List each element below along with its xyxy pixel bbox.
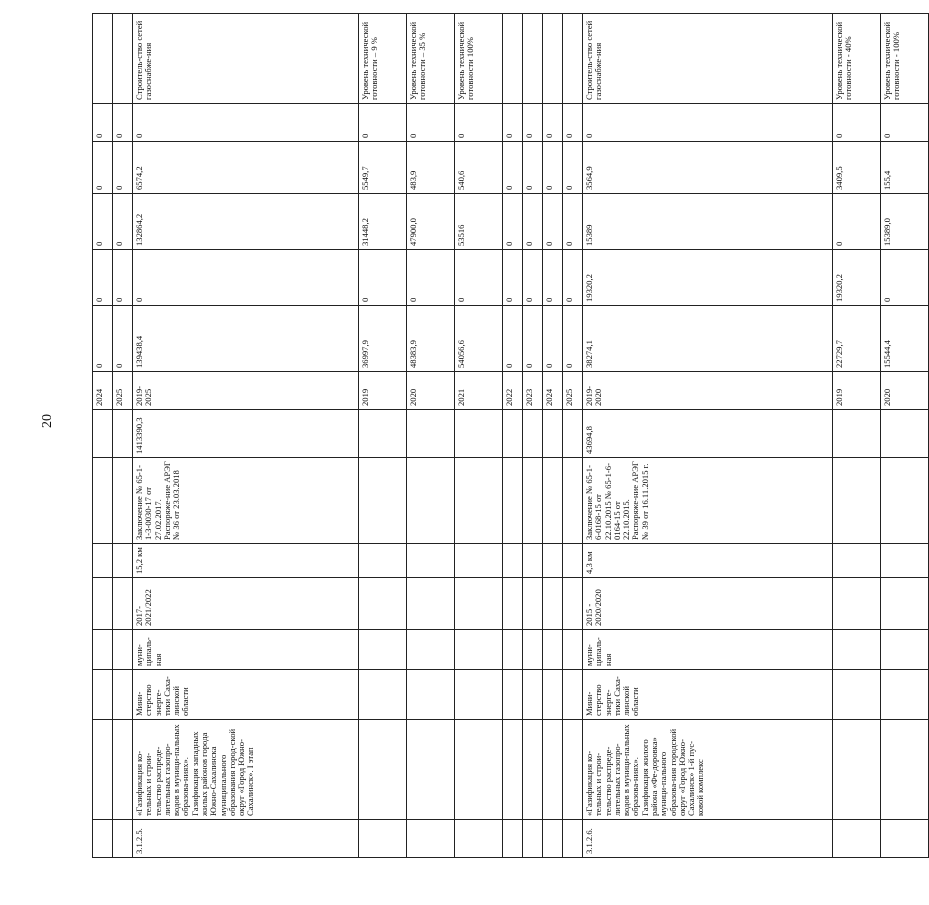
table-cell bbox=[523, 458, 543, 544]
table-cell bbox=[563, 630, 583, 670]
table-cell bbox=[503, 578, 523, 630]
table-cell: 0 bbox=[407, 250, 455, 306]
table-cell bbox=[543, 670, 563, 720]
table-cell: 2019-2020 bbox=[583, 372, 833, 410]
table-cell: 0 bbox=[583, 104, 833, 142]
table-cell bbox=[503, 14, 523, 104]
table-row bbox=[543, 14, 563, 858]
table-cell: 2021 bbox=[455, 372, 503, 410]
table-cell bbox=[93, 458, 113, 544]
table-cell: 2017-2021/2022 bbox=[133, 578, 359, 630]
table-row bbox=[113, 14, 133, 858]
table-cell: Уровень технической готовности - 100% bbox=[881, 14, 929, 104]
table-cell: Уровень технической готовности - 40% bbox=[833, 14, 881, 104]
table-row bbox=[833, 14, 881, 858]
table-cell bbox=[359, 720, 407, 820]
table-cell bbox=[543, 720, 563, 820]
table-cell: 22729,7 bbox=[833, 306, 881, 372]
table-cell: 0 bbox=[503, 194, 523, 250]
table-cell: 31448,2 bbox=[359, 194, 407, 250]
table-cell bbox=[113, 820, 133, 858]
table-cell bbox=[93, 720, 113, 820]
table-cell bbox=[543, 410, 563, 458]
table-cell bbox=[359, 458, 407, 544]
table-cell: 54056,6 bbox=[455, 306, 503, 372]
table-cell: 0 bbox=[503, 306, 523, 372]
table-cell: 2015 - 2020/2020 bbox=[583, 578, 833, 630]
table-cell: 2024 bbox=[93, 372, 113, 410]
table-cell: 2020 bbox=[881, 372, 929, 410]
table-cell: 3409,5 bbox=[833, 142, 881, 194]
table-cell bbox=[407, 820, 455, 858]
table-cell: 139438,4 bbox=[133, 306, 359, 372]
table-cell: 38274,1 bbox=[583, 306, 833, 372]
table-cell: 3.1.2.5. bbox=[133, 820, 359, 858]
table-cell bbox=[359, 410, 407, 458]
table-cell bbox=[543, 458, 563, 544]
table-cell: Заключение № 65-1-6-0168-15 от 22.10.2015 № 65-1-6-0164-15 от 22.10.2015. Распоряже-ние АРЭГ № 39 от 16.11.2015 г. bbox=[583, 458, 833, 544]
table-cell bbox=[881, 820, 929, 858]
table-cell: 4,3 км bbox=[583, 544, 833, 578]
table-cell bbox=[113, 630, 133, 670]
table-cell: 2020 bbox=[407, 372, 455, 410]
table-cell bbox=[503, 720, 523, 820]
table-cell bbox=[113, 720, 133, 820]
table-cell: 0 bbox=[113, 142, 133, 194]
table-cell: 0 bbox=[563, 142, 583, 194]
table-cell: «Газификация ко-тельных и строи-тельство распреде-лительных газопро-водов в муници-пальных образова-ниях». Газификация жилого района «Фе-доровка» муници-пального образова-ния городской округ «Город Южно-Сахалинск» 1-й пус-ковой комплекс bbox=[583, 720, 833, 820]
table-cell bbox=[503, 458, 523, 544]
table-cell: 0 bbox=[93, 194, 113, 250]
table-cell bbox=[543, 544, 563, 578]
table-cell bbox=[563, 410, 583, 458]
table-cell: Строитель-ство сетей газоснабже-ния bbox=[583, 14, 833, 104]
table-cell: 0 bbox=[133, 250, 359, 306]
table-cell: 2025 bbox=[113, 372, 133, 410]
table-cell bbox=[543, 820, 563, 858]
table-cell bbox=[833, 630, 881, 670]
table-cell: 0 bbox=[881, 104, 929, 142]
table-cell: 3564,9 bbox=[583, 142, 833, 194]
table-cell: 483,9 bbox=[407, 142, 455, 194]
table-cell: 48383,9 bbox=[407, 306, 455, 372]
table-cell bbox=[113, 458, 133, 544]
table-cell bbox=[503, 544, 523, 578]
table-cell: 0 bbox=[113, 250, 133, 306]
table-cell: 0 bbox=[503, 104, 523, 142]
table-row bbox=[133, 14, 359, 858]
table-cell: 0 bbox=[113, 306, 133, 372]
table-cell: 15544,4 bbox=[881, 306, 929, 372]
table-cell bbox=[455, 630, 503, 670]
table-cell bbox=[543, 578, 563, 630]
table-cell bbox=[523, 720, 543, 820]
table-cell: 15,2 км bbox=[133, 544, 359, 578]
table-cell: 0 bbox=[563, 250, 583, 306]
table-cell bbox=[455, 458, 503, 544]
table-cell bbox=[523, 14, 543, 104]
table-cell bbox=[93, 14, 113, 104]
table-cell: 0 bbox=[93, 142, 113, 194]
table-cell: 0 bbox=[503, 250, 523, 306]
table-cell bbox=[455, 578, 503, 630]
table-cell bbox=[833, 720, 881, 820]
table-cell bbox=[563, 544, 583, 578]
table-row bbox=[563, 14, 583, 858]
table-cell bbox=[881, 630, 929, 670]
table-cell: 0 bbox=[881, 250, 929, 306]
table-cell bbox=[881, 578, 929, 630]
table-cell bbox=[359, 578, 407, 630]
table-cell: 0 bbox=[543, 142, 563, 194]
table-row bbox=[359, 14, 407, 858]
table-cell bbox=[833, 578, 881, 630]
table-cell bbox=[407, 720, 455, 820]
table-cell: 132864,2 bbox=[133, 194, 359, 250]
table-cell: 2019-2025 bbox=[133, 372, 359, 410]
table-cell: муни-ципаль-ная bbox=[583, 630, 833, 670]
table-cell bbox=[523, 670, 543, 720]
table-cell bbox=[833, 820, 881, 858]
table-cell bbox=[881, 544, 929, 578]
table-cell: 0 bbox=[113, 104, 133, 142]
table-cell: 0 bbox=[455, 104, 503, 142]
table-cell bbox=[407, 670, 455, 720]
table-cell bbox=[93, 820, 113, 858]
table-cell: 2023 bbox=[523, 372, 543, 410]
table-cell: 0 bbox=[133, 104, 359, 142]
table-cell bbox=[407, 458, 455, 544]
table-cell: 0 bbox=[833, 104, 881, 142]
table-cell: 0 bbox=[407, 104, 455, 142]
table-cell bbox=[503, 820, 523, 858]
table-cell bbox=[93, 578, 113, 630]
table-cell: 0 bbox=[543, 306, 563, 372]
table-cell bbox=[881, 410, 929, 458]
table-cell: 0 bbox=[113, 194, 133, 250]
table-cell bbox=[407, 630, 455, 670]
table-cell: 53516 bbox=[455, 194, 503, 250]
table-row bbox=[407, 14, 455, 858]
table-cell bbox=[503, 630, 523, 670]
table-cell: Заключение № 65-1-1-3-0030-17 от 27.02.2017. Распоряже-ние АРЭГ № 36 от 23.03.2018 bbox=[133, 458, 359, 544]
table-cell bbox=[881, 670, 929, 720]
table-row bbox=[455, 14, 503, 858]
table-cell: 15389,0 bbox=[881, 194, 929, 250]
table-cell: 540,6 bbox=[455, 142, 503, 194]
table-cell bbox=[503, 670, 523, 720]
table-cell bbox=[407, 410, 455, 458]
table-cell bbox=[881, 458, 929, 544]
table-row bbox=[583, 14, 833, 858]
table-cell bbox=[359, 544, 407, 578]
table-cell bbox=[503, 410, 523, 458]
table-cell: Уровень технической готовности – 35 % bbox=[407, 14, 455, 104]
table-cell: 3.1.2.6. bbox=[583, 820, 833, 858]
table-cell bbox=[359, 630, 407, 670]
program-table bbox=[92, 13, 929, 858]
table-cell bbox=[563, 720, 583, 820]
table-cell: 15389 bbox=[583, 194, 833, 250]
table-cell bbox=[563, 820, 583, 858]
table-cell: 5549,7 bbox=[359, 142, 407, 194]
table-cell bbox=[93, 670, 113, 720]
table-cell bbox=[523, 820, 543, 858]
table-cell bbox=[563, 14, 583, 104]
table-cell bbox=[563, 670, 583, 720]
table-cell: 155,4 bbox=[881, 142, 929, 194]
table-cell: 0 bbox=[523, 250, 543, 306]
page-number: 20 bbox=[40, 414, 55, 428]
table-cell bbox=[407, 578, 455, 630]
table-cell bbox=[833, 410, 881, 458]
table-cell: Уровень технической готовности 100% bbox=[455, 14, 503, 104]
table-cell: 0 bbox=[543, 194, 563, 250]
table-cell: 2024 bbox=[543, 372, 563, 410]
table-row bbox=[503, 14, 523, 858]
table-cell: 19320,2 bbox=[583, 250, 833, 306]
table-cell: муни-ципаль-ная bbox=[133, 630, 359, 670]
table-cell bbox=[523, 578, 543, 630]
table-cell bbox=[93, 544, 113, 578]
table-cell bbox=[523, 544, 543, 578]
table-cell: 43694,8 bbox=[583, 410, 833, 458]
table-cell: 0 bbox=[93, 104, 113, 142]
table-cell: 0 bbox=[359, 104, 407, 142]
table-cell: 1413390,3 bbox=[133, 410, 359, 458]
table-cell: 0 bbox=[833, 194, 881, 250]
table-cell bbox=[359, 670, 407, 720]
table-cell bbox=[881, 720, 929, 820]
table-cell bbox=[455, 544, 503, 578]
table-cell: 0 bbox=[93, 250, 113, 306]
table-cell bbox=[833, 458, 881, 544]
table-cell bbox=[407, 544, 455, 578]
table-cell: Строитель-ство сетей газоснабже-ния bbox=[133, 14, 359, 104]
table-cell bbox=[93, 410, 113, 458]
table-cell bbox=[523, 630, 543, 670]
table-cell bbox=[543, 630, 563, 670]
table-cell bbox=[455, 820, 503, 858]
table-cell bbox=[833, 544, 881, 578]
table-cell bbox=[455, 720, 503, 820]
table-cell: Уровень технической готовности – 9 % bbox=[359, 14, 407, 104]
table-rotated-frame bbox=[92, 18, 902, 858]
table-cell: 0 bbox=[93, 306, 113, 372]
table-cell bbox=[113, 410, 133, 458]
table-cell: 0 bbox=[543, 104, 563, 142]
table-cell bbox=[113, 670, 133, 720]
table-cell bbox=[113, 14, 133, 104]
table-cell: 2025 bbox=[563, 372, 583, 410]
table-cell: 2019 bbox=[833, 372, 881, 410]
table-row bbox=[93, 14, 113, 858]
table-cell: 0 bbox=[543, 250, 563, 306]
table-cell: Мини-стерство энерге-тики Саха-линской области bbox=[583, 670, 833, 720]
table-cell bbox=[455, 670, 503, 720]
table-cell bbox=[833, 670, 881, 720]
table-cell: 19320,2 bbox=[833, 250, 881, 306]
table-cell: 0 bbox=[523, 306, 543, 372]
table-row bbox=[881, 14, 929, 858]
table-cell: 2022 bbox=[503, 372, 523, 410]
table-cell: 36997,9 bbox=[359, 306, 407, 372]
table-cell: 6574,2 bbox=[133, 142, 359, 194]
table-cell: 0 bbox=[455, 250, 503, 306]
table-cell: Мини-стерство энерге-тики Саха-линской области bbox=[133, 670, 359, 720]
table-cell bbox=[523, 410, 543, 458]
table-cell: 47900,0 bbox=[407, 194, 455, 250]
table-cell: 0 bbox=[563, 104, 583, 142]
table-cell: 0 bbox=[359, 250, 407, 306]
table-cell: «Газификация ко-тельных и строи-тельство распреде-лительных газопро-водов в муници-пальных образова-ниях». Газификация западных жилых районов города Южно-Сахалинска муниципального образования город-ской округ «Город Южно-Сахалинск». I этап bbox=[133, 720, 359, 820]
table-cell bbox=[93, 630, 113, 670]
table-cell: 0 bbox=[523, 142, 543, 194]
table-cell: 0 bbox=[503, 142, 523, 194]
table-row bbox=[523, 14, 543, 858]
table-cell bbox=[359, 820, 407, 858]
table-cell: 0 bbox=[563, 306, 583, 372]
table-cell: 2019 bbox=[359, 372, 407, 410]
table-cell bbox=[113, 578, 133, 630]
table-cell bbox=[455, 410, 503, 458]
table-cell bbox=[563, 578, 583, 630]
table-cell: 0 bbox=[523, 104, 543, 142]
table-cell bbox=[543, 14, 563, 104]
table-cell: 0 bbox=[523, 194, 543, 250]
table-cell bbox=[563, 458, 583, 544]
table-cell bbox=[113, 544, 133, 578]
table-cell: 0 bbox=[563, 194, 583, 250]
